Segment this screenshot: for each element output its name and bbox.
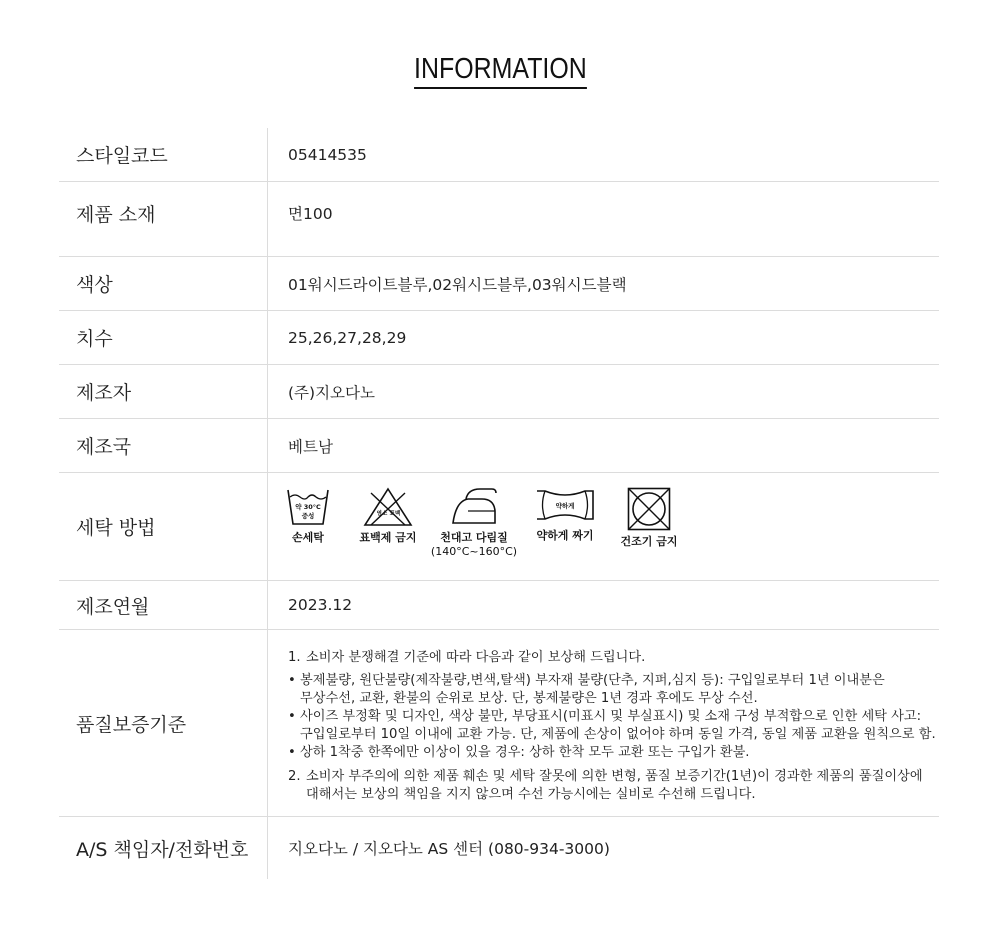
row-washing bbox=[59, 473, 939, 581]
bullet-text: 상하 1착중 한쪽에만 이상이 있을 경우: 상하 한착 모두 교환 또는 구입가 환불. bbox=[300, 745, 750, 760]
wash-caption bbox=[431, 531, 517, 559]
quality-bullet bbox=[288, 744, 938, 762]
row-maker bbox=[59, 365, 939, 419]
gentle-wring-text: 약하게 bbox=[555, 502, 575, 510]
row-label: 제조자 bbox=[59, 365, 268, 418]
row-size bbox=[59, 311, 939, 365]
wash-item-iron bbox=[430, 487, 518, 559]
quality-item-number: 1. bbox=[288, 650, 301, 665]
row-label: 치수 bbox=[59, 311, 268, 364]
quality-item-1 bbox=[288, 649, 938, 667]
page-title: INFORMATION bbox=[414, 52, 587, 89]
no-bleach-text-2: 표백 bbox=[389, 511, 401, 517]
quality-bullets bbox=[288, 672, 938, 762]
wash-item-hand-wash bbox=[288, 487, 328, 545]
row-value: 2023.12 bbox=[288, 596, 353, 614]
wash-caption: 손세탁 bbox=[292, 531, 324, 544]
bullet-text bbox=[300, 708, 938, 744]
bullet-line: 무상수선, 교환, 환불의 순위로 보상. 단, 봉제불량은 1년 경과 후에도 무상 수선. bbox=[300, 691, 758, 706]
quality-item-2 bbox=[288, 768, 938, 804]
bullet-line: 봉제불량, 원단불량(제작불량,변색,탈색) 부자재 불량(단추, 지퍼,심지 등): 구입일로부터 1년 이내분은 bbox=[300, 673, 885, 688]
iron-temp-caption: (140°C~160°C) bbox=[430, 545, 518, 558]
row-date bbox=[59, 581, 939, 630]
bullet-mark: • bbox=[288, 745, 296, 760]
quality-line: 소비자 부주의에 의한 제품 훼손 및 세탁 잘못에 의한 변형, 품질 보증기간(1년)이 경과한 제품의 품질이상에 bbox=[306, 769, 923, 784]
row-as bbox=[59, 817, 939, 879]
quality-bullet bbox=[288, 708, 938, 744]
quality-item-text: 소비자 분쟁해결 기준에 따라 다음과 같이 보상해 드립니다. bbox=[306, 650, 646, 665]
row-value: 01워시드라이트블루,02워시드블루,03워시드블랙 bbox=[288, 275, 627, 294]
quality-cell bbox=[268, 630, 939, 816]
hand-wash-neutral-text: 중성 bbox=[301, 512, 315, 520]
bullet-mark: • bbox=[288, 673, 296, 688]
iron-icon bbox=[450, 487, 498, 527]
quality-line: 대해서는 보상의 책임을 지지 않으며 수선 가능시에는 실비로 수선해 드립니다. bbox=[306, 787, 756, 802]
row-label: A/S 책임자/전화번호 bbox=[59, 817, 268, 879]
row-label: 제조국 bbox=[59, 419, 268, 472]
gentle-wring-icon bbox=[535, 487, 595, 525]
quality-bullet bbox=[288, 672, 938, 708]
bullet-line: 구입일로부터 10일 이내에 교환 가능. 단, 제품에 손상이 없어야 하며 동일 가격, 동일 제품 교환을 원칙으로 함. bbox=[300, 727, 936, 742]
iron-caption: 천대고 다림질 bbox=[440, 531, 508, 544]
wash-item-no-bleach bbox=[358, 487, 418, 545]
no-bleach-text-1: 염소 bbox=[376, 511, 388, 517]
title-wrap bbox=[0, 52, 1000, 89]
bullet-mark: • bbox=[288, 709, 296, 724]
quality-item-text bbox=[306, 768, 923, 804]
row-label: 품질보증기준 bbox=[59, 630, 268, 816]
wash-caption: 건조기 금지 bbox=[620, 535, 678, 548]
bullet-line: 사이즈 부정확 및 디자인, 색상 불만, 부당표시(미표시 및 부실표시) 및 소재 구성 부적합으로 인한 세탁 사고: bbox=[300, 709, 922, 724]
row-value: 05414535 bbox=[288, 145, 367, 164]
wash-item-gentle-wring bbox=[530, 487, 600, 543]
row-quality bbox=[59, 630, 939, 817]
no-bleach-icon bbox=[363, 487, 413, 527]
row-value: 면100 bbox=[288, 205, 333, 223]
wash-item-no-tumble-dry bbox=[618, 487, 680, 549]
row-country bbox=[59, 419, 939, 473]
no-tumble-dry-icon bbox=[627, 487, 671, 531]
quality-text-block bbox=[288, 649, 938, 804]
row-style-code bbox=[59, 128, 939, 182]
info-table bbox=[59, 128, 939, 879]
hand-wash-icon bbox=[287, 487, 329, 527]
wash-caption: 약하게 짜기 bbox=[536, 529, 594, 542]
row-label: 색상 bbox=[59, 257, 268, 310]
row-label: 제품 소재 bbox=[59, 182, 268, 256]
wash-icons bbox=[288, 473, 680, 580]
bullet-text bbox=[300, 672, 938, 708]
row-value: 25,26,27,28,29 bbox=[288, 328, 407, 347]
row-value: 베트남 bbox=[288, 437, 333, 456]
row-value: 지오다노 / 지오다노 AS 센터 (080-934-3000) bbox=[288, 840, 610, 858]
wash-caption: 표백제 금지 bbox=[359, 531, 417, 544]
row-value: (주)지오다노 bbox=[288, 383, 375, 402]
row-color bbox=[59, 257, 939, 311]
row-label: 제조연월 bbox=[59, 581, 268, 629]
wash-icons-cell bbox=[268, 473, 939, 580]
quality-item-number: 2. bbox=[288, 769, 301, 784]
row-label: 스타일코드 bbox=[59, 128, 268, 181]
row-label: 세탁 방법 bbox=[59, 473, 268, 580]
row-material bbox=[59, 182, 939, 257]
hand-wash-temp-text: 약 30°C bbox=[295, 503, 321, 511]
